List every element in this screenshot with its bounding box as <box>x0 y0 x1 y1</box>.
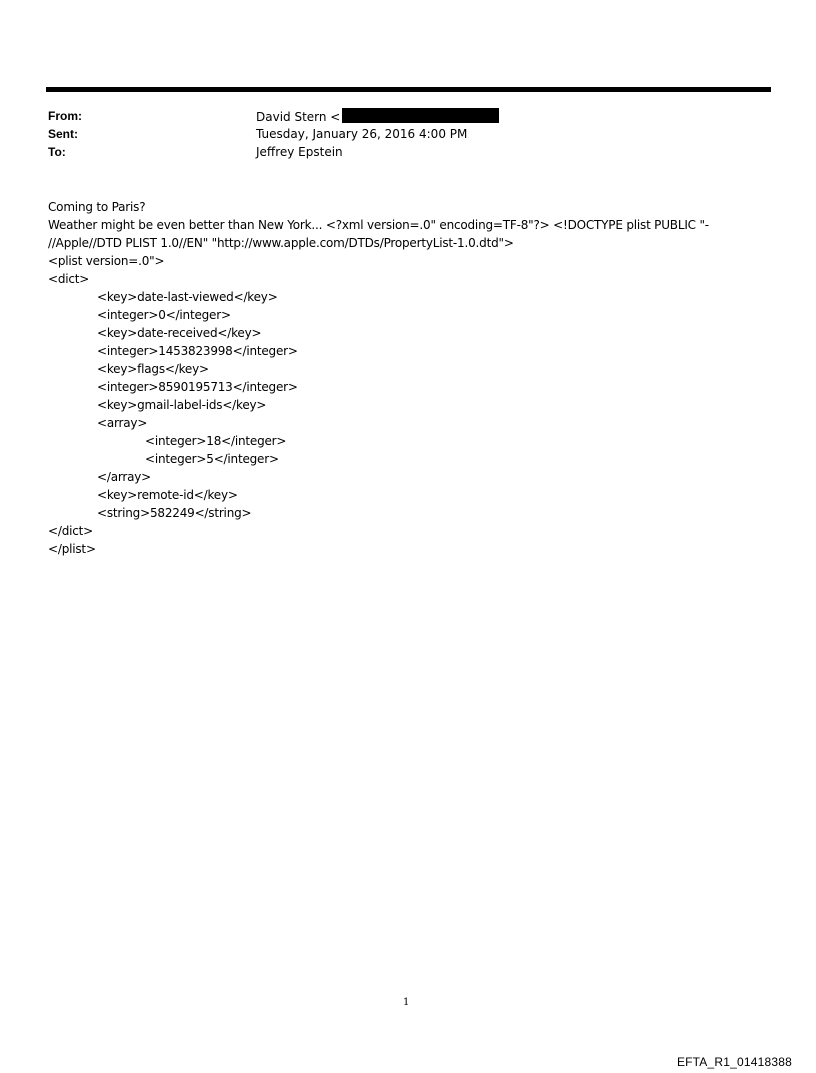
sent-label: Sent: <box>48 127 78 141</box>
header-divider <box>46 87 771 92</box>
body-line: <dict> <box>48 272 90 286</box>
body-line: <key>date-last-viewed</key> <box>97 290 278 304</box>
body-line: <integer>5</integer> <box>145 452 279 466</box>
body-line: </array> <box>97 470 152 484</box>
from-name: David Stern < <box>256 110 341 124</box>
body-line: <integer>1453823998</integer> <box>97 344 298 358</box>
body-line: //Apple//DTD PLIST 1.0//EN" "http://www.apple.com/DTDs/PropertyList-1.0.dtd"> <box>48 236 514 250</box>
body-line: <integer>18</integer> <box>145 434 287 448</box>
body-line: </dict> <box>48 524 94 538</box>
body-line: </plist> <box>48 542 96 556</box>
to-label: To: <box>48 145 66 159</box>
page-number: 1 <box>403 997 410 1008</box>
from-label: From: <box>48 109 82 123</box>
sent-value: Tuesday, January 26, 2016 4:00 PM <box>256 127 468 141</box>
body-line: <key>flags</key> <box>97 362 209 376</box>
body-line: <plist version=.0"> <box>48 254 165 268</box>
body-line: <integer>0</integer> <box>97 308 231 322</box>
bates-number: EFTA_R1_01418388 <box>676 1055 792 1069</box>
body-line: Weather might be even better than New York... <?xml version=.0" encoding=TF-8"?> <!DOCTYPE plist PUBLIC "- <box>48 218 709 232</box>
redaction-box <box>342 108 499 123</box>
from-value <box>256 108 499 125</box>
body-line: <key>date-received</key> <box>97 326 262 340</box>
body-line: <array> <box>97 416 148 430</box>
body-line: <integer>8590195713</integer> <box>97 380 298 394</box>
body-line: Coming to Paris? <box>48 200 146 214</box>
body-line: <key>gmail-label-ids</key> <box>97 398 267 412</box>
to-value: Jeffrey Epstein <box>256 145 343 159</box>
body-line: <key>remote-id</key> <box>97 488 238 502</box>
body-line: <string>582249</string> <box>97 506 252 520</box>
